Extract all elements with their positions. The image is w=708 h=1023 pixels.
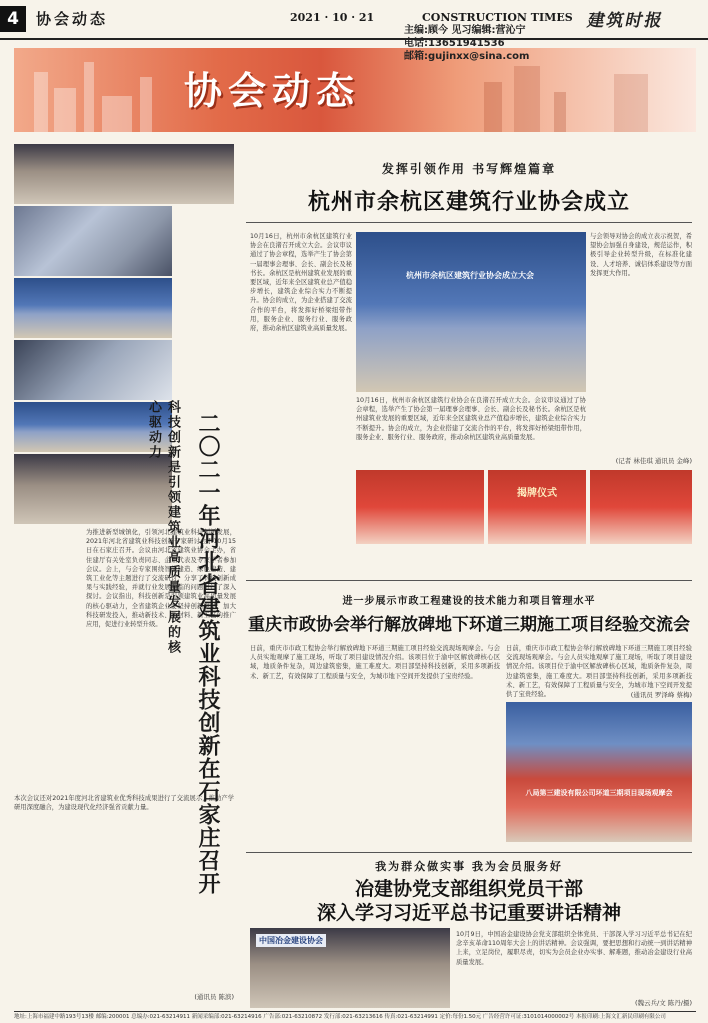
exhibit-photo-2 xyxy=(14,278,172,338)
article1-main-photo xyxy=(356,232,586,392)
left-article-body-2: 本次会议还对2021年度河北省建筑业优秀科技成果进行了交流展示，推动产学研用深度融合，为建设现代化经济强省贡献力量。 xyxy=(14,795,234,812)
left-article-title: 二〇二一年河北省建筑业科技创新在石家庄召开 xyxy=(195,412,221,895)
article1-body-lower: 10月16日，杭州市余杭区建筑行业协会在良渚召开成立大会。会议审议通过了协会章程，选举产生了协会第一届理事会理事、会长、副会长及秘书长。余杭区是杭州建筑业发展的重要区域，近年来全区建筑业总产值稳步增长，建筑企业综合实力不断提升。协会的成立，为企业搭建了交流合作的平台，将发挥好桥梁纽带作用，服务企业、服务行业、服务政府，推动余杭区建筑业高质量发展。 xyxy=(356,397,586,441)
article3-kicker: 我为群众做实事 我为会员服务好 xyxy=(375,860,563,873)
divider xyxy=(246,852,692,853)
paper-logo: 建筑时报 xyxy=(585,11,666,31)
article3-title-line1: 冶建协党支部组织党员干部 xyxy=(354,878,583,900)
divider xyxy=(246,222,692,223)
divider xyxy=(246,580,692,581)
conference-photo xyxy=(14,144,234,204)
article1-kicker: 发挥引领作用 书写辉煌篇章 xyxy=(381,162,557,176)
unveil-banner-text: 揭牌仪式 xyxy=(517,488,557,499)
left-article-signature: (通讯员 陈滨) xyxy=(194,993,234,1001)
editor-phone: 电话:13651941536 xyxy=(404,38,505,49)
article3-photo-sign: 中国冶金建设协会 xyxy=(256,934,326,947)
footer-info: 地址:上海市福建中路193号13楼 邮编:200001 总编办:021-63214911 新闻采编部:021-63214916 广告部:021-63210872 发行部:021-63213616 传真:021-63214991 定价:每份1.50元 广告经营许可证:3101014000002号 本报印刷:上海文汇新民印刷有限公司 xyxy=(14,1011,696,1022)
left-article-body: 为推进新型城镇化，引领河北建筑业科技创新发展，2021年河北省建筑业科技创新专家研讨会于10月15日在石家庄召开。会议由河北省建筑业协会主办，省住建厅有关处室负责同志、企业代表及专家学者参加会议。会上，与会专家围绕智能建造、绿色建造、建筑工业化等主题进行了交流研讨，分享了科技创新成果与实践经验，并就行业发展面临的问题进行了深入探讨。会议指出，科技创新是引领建筑业高质量发展的核心驱动力，全省建筑企业要坚持创新驱动，加大科技研发投入，推动新技术、新材料、新工艺的推广应用，促进行业转型升级。 xyxy=(86,529,236,629)
article1-photo-unveil xyxy=(488,470,586,544)
stage-screen-text: 杭州市余杭区建筑行业协会成立大会 xyxy=(406,271,534,280)
article2-kicker: 进一步展示市政工程建设的技术能力和项目管理水平 xyxy=(342,596,596,607)
exhibit-photo-1 xyxy=(14,206,172,276)
article3-title-line2: 深入学习习近平总书记重要讲话精神 xyxy=(316,902,621,924)
article1-title: 杭州市余杭区建筑行业协会成立 xyxy=(307,189,630,215)
editor-names: 主编:顾今 见习编辑:营沁宁 xyxy=(404,25,526,36)
article2-signature: (通讯员 罗泽峰 蔡梅) xyxy=(630,691,692,699)
page-number: 4 xyxy=(0,6,26,32)
article1-body: 10月16日，杭州市余杭区建筑行业协会在良渚召开成立大会。会议审议通过了协会章程，选举产生了协会第一届理事会理事、会长、副会长及秘书长。余杭区是杭州建筑业发展的重要区域，近年来全区建筑业总产值稳步增长，建筑企业综合实力不断提升。协会的成立，为企业搭建了交流合作的平台，将发挥好桥梁纽带作用，服务企业、服务行业、服务政府，推动余杭区建筑业高质量发展。 xyxy=(250,233,352,333)
exhibit-photo-3 xyxy=(14,340,172,400)
article2-body-right: 日前，重庆市市政工程协会举行解放碑地下环道三期施工项目经验交流现场观摩会。与会人员实地观摩了施工现场，听取了项目建设情况介绍。该项目位于渝中区解放碑核心区域，地质条件复杂，周边建筑密集，施工难度大。项目部坚持科技创新，采用多项新技术、新工艺，有效保障了工程质量与安全，为城市地下空间开发提供了宝贵经验。 xyxy=(506,645,692,699)
article1-signature: (记者 林佳琪 通讯员 金峰) xyxy=(615,457,692,465)
section-name: 协会动态 xyxy=(36,10,109,28)
article2-body: 日前，重庆市市政工程协会举行解放碑地下环道三期施工项目经验交流现场观摩会。与会人员实地观摩了施工现场，听取了项目建设情况介绍。该项目位于渝中区解放碑核心区域，地质条件复杂，周边建筑密集，施工难度大。项目部坚持科技创新，采用多项新技术、新工艺，有效保障了工程质量与安全，为城市地下空间开发提供了宝贵经验。 xyxy=(250,645,500,680)
left-article-subtitle: 科技创新是引领建筑业高质量发展的核心驱动力 xyxy=(146,400,180,655)
article1-body-right: 与会领导对协会的成立表示祝贺，希望协会加强自身建设，规范运作，积极引导企业转型升级，在标准化建设、人才培养、诚信体系建设等方面发挥更大作用。 xyxy=(590,233,692,277)
article3-body: 10月9日，中国冶金建设协会党支部组织全体党员、干部深入学习习近平总书记在纪念辛亥革命110周年大会上的讲话精神。会议强调，要把思想和行动统一到讲话精神上来，立足岗位，履职尽责，切实为会员企业办实事、解难题，推动冶金建设行业高质量发展。 xyxy=(456,931,692,966)
article3-photo xyxy=(250,928,450,1008)
article2-photo xyxy=(506,702,692,842)
article1-photo-right xyxy=(590,470,692,544)
issue-date: 2021 · 10 · 21 xyxy=(290,11,375,24)
section-banner xyxy=(14,48,696,132)
editor-email: 邮箱:gujinxx@sina.com xyxy=(404,51,530,62)
masthead-bar xyxy=(0,0,708,40)
paper-english-name: CONSTRUCTION TIMES xyxy=(422,11,573,24)
article2-photo-banner: 八局第三建设有限公司环道三期项目现场观摩会 xyxy=(525,789,673,797)
article2-title: 重庆市政协会举行解放碑地下环道三期施工项目经验交流会 xyxy=(248,615,690,635)
article3-signature: (魏云兵/文 陈丹/摄) xyxy=(634,999,692,1007)
article1-photo-left xyxy=(356,470,484,544)
audience-photo xyxy=(14,454,172,524)
banner-title: 协会动态 xyxy=(184,68,361,113)
